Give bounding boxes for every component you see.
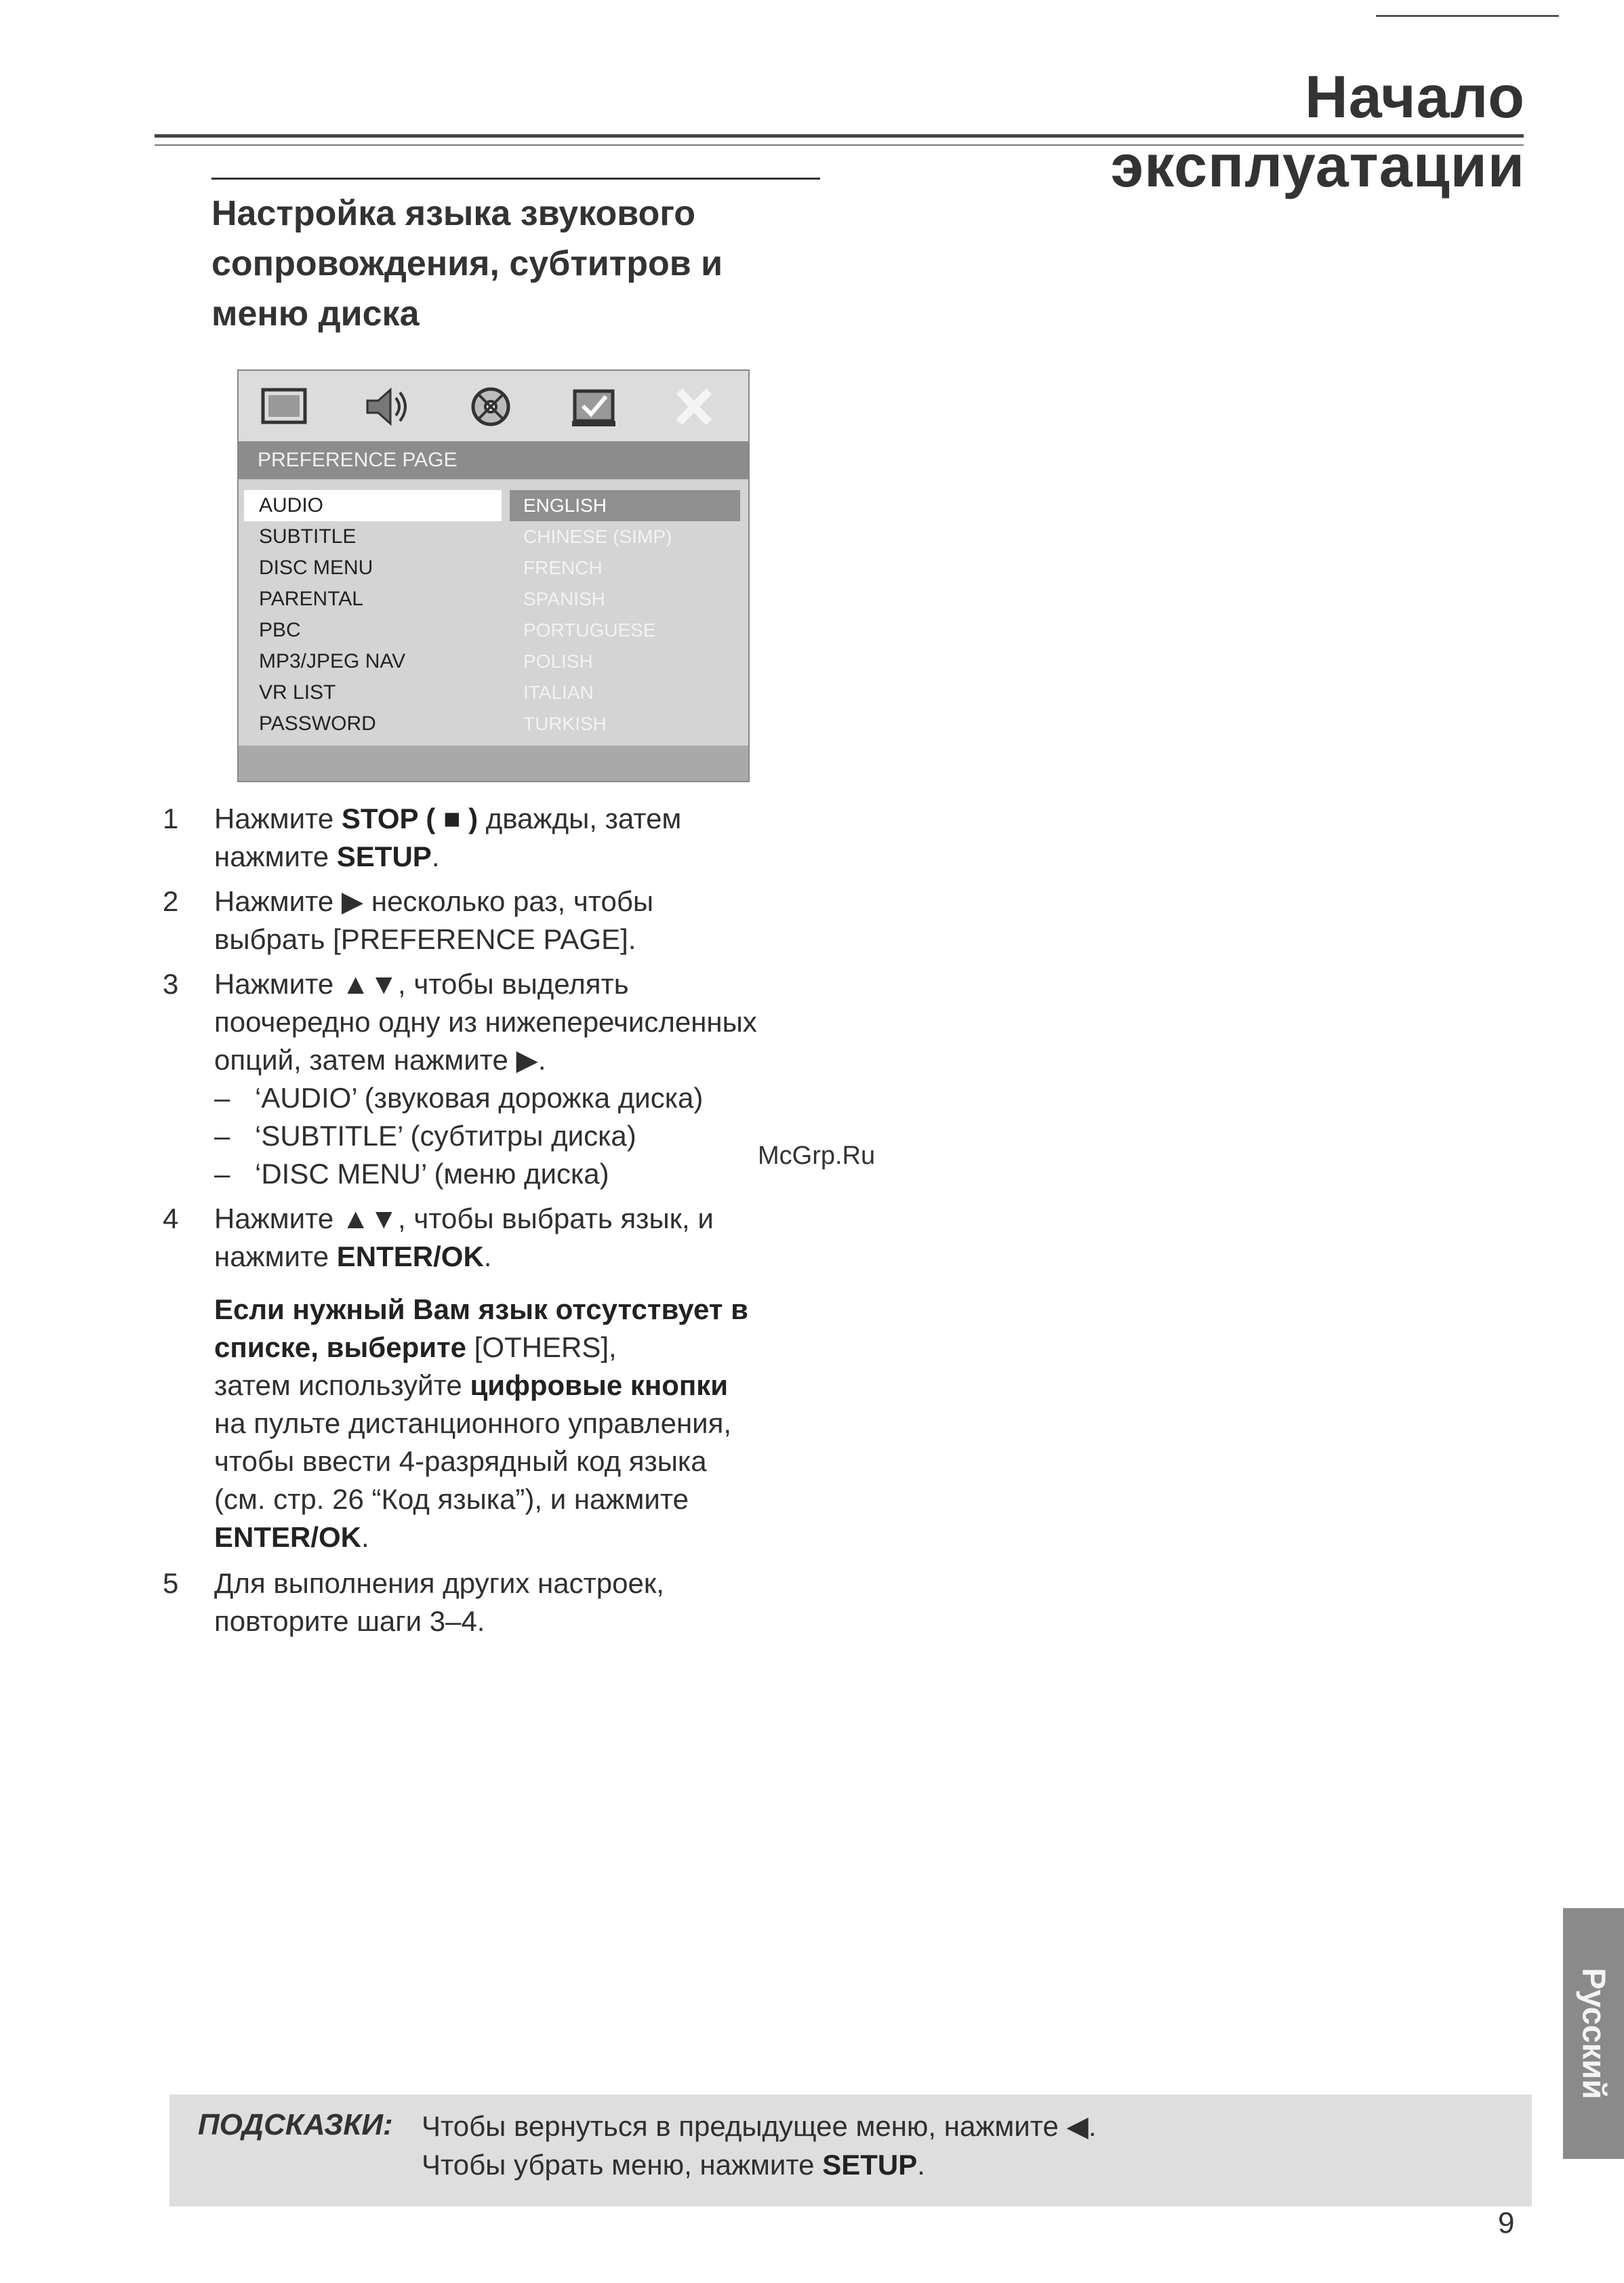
- watermark: McGrp.Ru: [758, 1142, 876, 1170]
- osd-item-audio: AUDIO: [244, 490, 502, 521]
- section-title-line: сопровождения, субтитров и: [211, 244, 723, 283]
- step-number: 3: [163, 968, 179, 1000]
- list-item: [214, 1155, 834, 1193]
- osd-value-turkish: TURKISH: [523, 713, 607, 734]
- step-2: [156, 883, 834, 958]
- step-number: 5: [163, 1567, 179, 1599]
- hint-key-setup: SETUP: [822, 2149, 918, 2181]
- step-4-note: [156, 1291, 834, 1556]
- step-line: поочередно одну из нижеперечисленных: [214, 1006, 757, 1038]
- note-line: [214, 1367, 834, 1405]
- step-line: Нажмите ▶ несколько раз, чтобы: [214, 885, 654, 917]
- note-line: [214, 1291, 834, 1329]
- osd-value-italian: ITALIAN: [523, 682, 594, 703]
- step-key-setup: SETUP: [336, 841, 432, 872]
- section-rule: [211, 178, 820, 180]
- step-line: Для выполнения других настроек,: [214, 1567, 664, 1599]
- step-line: [214, 838, 834, 876]
- checklist-icon: [567, 383, 621, 430]
- osd-value-french: FRENCH: [523, 557, 603, 578]
- hint-text: Чтобы убрать меню, нажмите: [422, 2149, 823, 2181]
- step-text: .: [431, 841, 440, 872]
- step-line: выбрать [PREFERENCE PAGE].: [214, 923, 636, 955]
- language-tab: [1563, 1908, 1624, 2159]
- step-line: повторите шаги 3–4.: [214, 1605, 485, 1637]
- note-line: [214, 1329, 834, 1367]
- instruction-steps: [156, 800, 834, 1647]
- osd-icon-bar: [239, 371, 748, 441]
- osd-item-disc-menu: DISC MENU: [259, 557, 373, 579]
- osd-value-polish: POLISH: [523, 651, 593, 672]
- language-tab-label: Русский: [1575, 1968, 1612, 2099]
- osd-item-vr-list: VR LIST: [259, 681, 336, 704]
- hint-line-2: [422, 2149, 925, 2181]
- osd-item-parental: PARENTAL: [259, 588, 363, 610]
- section-title: [211, 188, 821, 339]
- note-bold: Если нужный Вам язык отсутствует в: [214, 1293, 748, 1325]
- hints-label: ПОДСКАЗКИ:: [198, 2108, 393, 2141]
- hint-line-1: Чтобы вернуться в предыдущее меню, нажмите ◀.: [422, 2110, 1097, 2142]
- step-line: опций, затем нажмите ▶.: [214, 1044, 546, 1076]
- step-1: [156, 800, 834, 876]
- note-line: чтобы ввести 4-разрядный код языка: [214, 1445, 707, 1477]
- note-line: на пульте дистанционного управления,: [214, 1407, 732, 1439]
- step-number: 1: [163, 803, 179, 834]
- hint-text: .: [917, 2149, 925, 2181]
- step-key-stop: STOP ( ■ ): [341, 803, 479, 834]
- close-icon: [667, 383, 721, 430]
- step-number: 2: [163, 885, 179, 917]
- osd-value-english: ENGLISH: [510, 490, 740, 521]
- step-3: [156, 965, 834, 1193]
- hints-box: [169, 2095, 1532, 2206]
- list-item-text: ‘SUBTITLE’ (субтитры диска): [255, 1120, 636, 1152]
- osd-item-password: PASSWORD: [259, 712, 376, 735]
- step-text: дважды, затем: [478, 803, 682, 834]
- list-item: [214, 1079, 834, 1117]
- list-item-text: ‘DISC MENU’ (меню диска): [255, 1158, 609, 1190]
- note-line: (см. стр. 26 “Код языка”), и нажмите: [214, 1483, 689, 1515]
- step-line: Нажмите ▲▼, чтобы выбрать язык, и: [214, 1203, 714, 1234]
- note-text: затем используйте: [214, 1369, 470, 1401]
- osd-footer-bar: [239, 746, 748, 781]
- list-dash: –: [214, 1120, 230, 1152]
- osd-value-list: [510, 490, 740, 740]
- header-rule: [155, 134, 1524, 146]
- step-text: Нажмите: [214, 803, 342, 834]
- list-dash: –: [214, 1082, 230, 1114]
- section-title-line: меню диска: [211, 294, 420, 334]
- step-text: .: [483, 1240, 492, 1272]
- list-item-text: ‘AUDIO’ (звуковая дорожка диска): [255, 1082, 704, 1114]
- step-text: нажмите: [214, 1240, 337, 1272]
- note-bold: цифровые кнопки: [470, 1369, 729, 1401]
- list-dash: –: [214, 1158, 230, 1190]
- osd-value-spanish: SPANISH: [523, 588, 605, 609]
- osd-page-header: PREFERENCE PAGE: [239, 441, 748, 479]
- step-key-enter: ENTER/OK: [336, 1240, 484, 1272]
- list-item: [214, 1117, 834, 1155]
- step-3-options: [214, 1079, 834, 1193]
- step-5: [156, 1564, 834, 1640]
- osd-option-list: [244, 490, 502, 740]
- page-number: 9: [1498, 2206, 1515, 2240]
- tv-screen-icon: [258, 383, 312, 430]
- note-line: [214, 1518, 834, 1556]
- page-header-title: Начало эксплуатации: [1110, 63, 1525, 199]
- step-text: нажмите: [214, 841, 337, 872]
- note-bold: ENTER/OK: [214, 1521, 362, 1553]
- step-number: 4: [163, 1203, 179, 1234]
- osd-item-subtitle: SUBTITLE: [259, 525, 357, 548]
- osd-item-mp3-jpeg-nav: MP3/JPEG NAV: [259, 650, 406, 672]
- osd-value-chinese: CHINESE (SIMP): [523, 526, 672, 547]
- step-line: [214, 1238, 834, 1276]
- top-corner-rule: [1376, 15, 1559, 17]
- disc-icon: [464, 383, 518, 430]
- step-4: [156, 1200, 834, 1276]
- note-text: [OTHERS],: [466, 1331, 617, 1363]
- osd-item-pbc: PBC: [259, 619, 301, 641]
- osd-value-portuguese: PORTUGUESE: [523, 620, 656, 641]
- note-bold: списке, выберите: [214, 1331, 467, 1363]
- speaker-icon: [361, 383, 415, 430]
- note-text: .: [361, 1521, 369, 1553]
- step-line: [214, 800, 834, 838]
- step-line: Нажмите ▲▼, чтобы выделять: [214, 968, 629, 1000]
- section-title-line: Настройка языка звукового: [211, 194, 696, 233]
- osd-preference-menu: [237, 369, 750, 782]
